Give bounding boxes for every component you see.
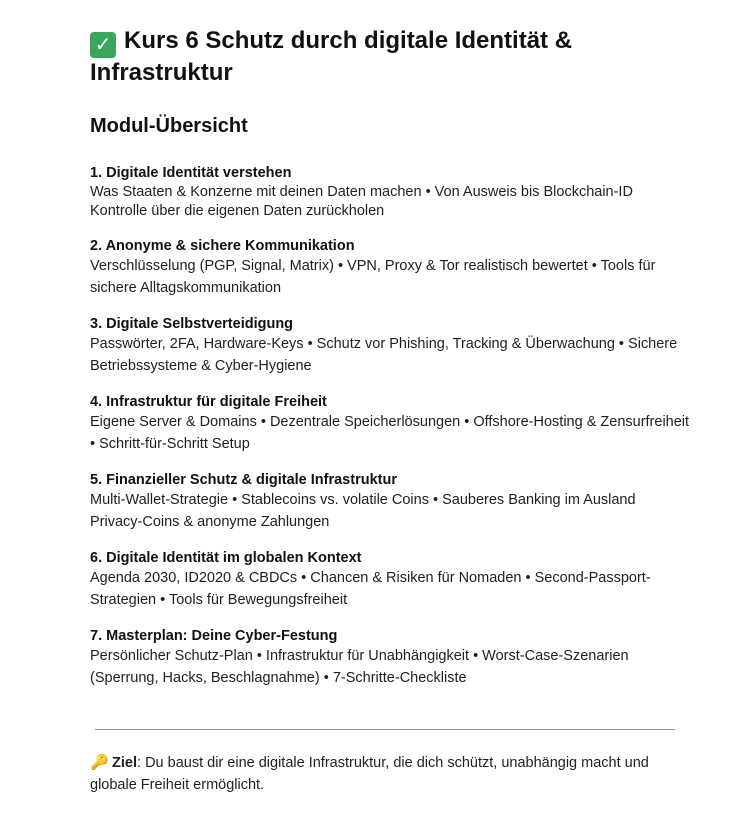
module-item (90, 627, 690, 689)
check-mark-icon: ✓ (90, 32, 116, 58)
module-description: Was Staaten & Konzerne mit deinen Daten machen • Von Ausweis bis Blockchain-ID Kontrolle über die eigenen Daten zurückholen (90, 184, 633, 219)
module-item (90, 549, 690, 611)
goal-label: Ziel (112, 755, 138, 771)
module-item (90, 393, 690, 455)
module-title: 4. Infrastruktur für digitale Freiheit (90, 394, 327, 410)
goal-text: : Du baust dir eine digitale Infrastruktur, die dich schützt, unabhängig macht und globale Freiheit ermöglicht. (90, 755, 649, 793)
overview-heading: Modul-Übersicht (90, 115, 248, 137)
document (90, 26, 690, 705)
module-title: 1. Digitale Identität verstehen (90, 165, 292, 181)
title-line-2: Infrastruktur (90, 59, 233, 86)
module-title: 7. Masterplan: Deine Cyber-Festung (90, 628, 338, 644)
goal-paragraph (90, 752, 680, 796)
divider (95, 729, 675, 730)
module-description: Multi-Wallet-Strategie • Stablecoins vs. volatile Coins • Sauberes Banking im Ausland Privacy-Coins & anonyme Zahlungen (90, 492, 636, 530)
page-title (90, 26, 690, 88)
module-list (90, 164, 690, 689)
module-description: Agenda 2030, ID2020 & CBDCs • Chancen & Risiken für Nomaden • Second-Passport-Strategien • Tools für Bewegungsfreiheit (90, 570, 651, 608)
module-description: Passwörter, 2FA, Hardware-Keys • Schutz vor Phishing, Tracking & Überwachung • Sichere Betriebssysteme & Cyber-Hygiene (90, 336, 678, 374)
module-item (90, 471, 690, 533)
module-description: Verschlüsselung (PGP, Signal, Matrix) • VPN, Proxy & Tor realistisch bewertet • Tools für sichere Alltagskommunikation (90, 258, 656, 296)
module-item (90, 237, 690, 299)
key-icon: 🔑 (90, 754, 109, 771)
module-title: 3. Digitale Selbstverteidigung (90, 316, 294, 332)
module-description: Eigene Server & Domains • Dezentrale Speicherlösungen • Offshore-Hosting & Zensurfreiheit • Schritt-für-Schritt Setup (90, 414, 690, 452)
module-description: Persönlicher Schutz-Plan • Infrastruktur für Unabhängigkeit • Worst-Case-Szenarien (Sperrung, Hacks, Beschlagnahme) • 7-Schritte-Checkliste (90, 648, 629, 686)
title-line-1: Kurs 6 Schutz durch digitale Identität & (124, 27, 573, 54)
module-title: 2. Anonyme & sichere Kommunikation (90, 238, 355, 254)
module-title: 5. Finanzieller Schutz & digitale Infrastruktur (90, 472, 397, 488)
module-item (90, 164, 690, 221)
module-item (90, 315, 690, 377)
module-title: 6. Digitale Identität im globalen Kontext (90, 550, 362, 566)
